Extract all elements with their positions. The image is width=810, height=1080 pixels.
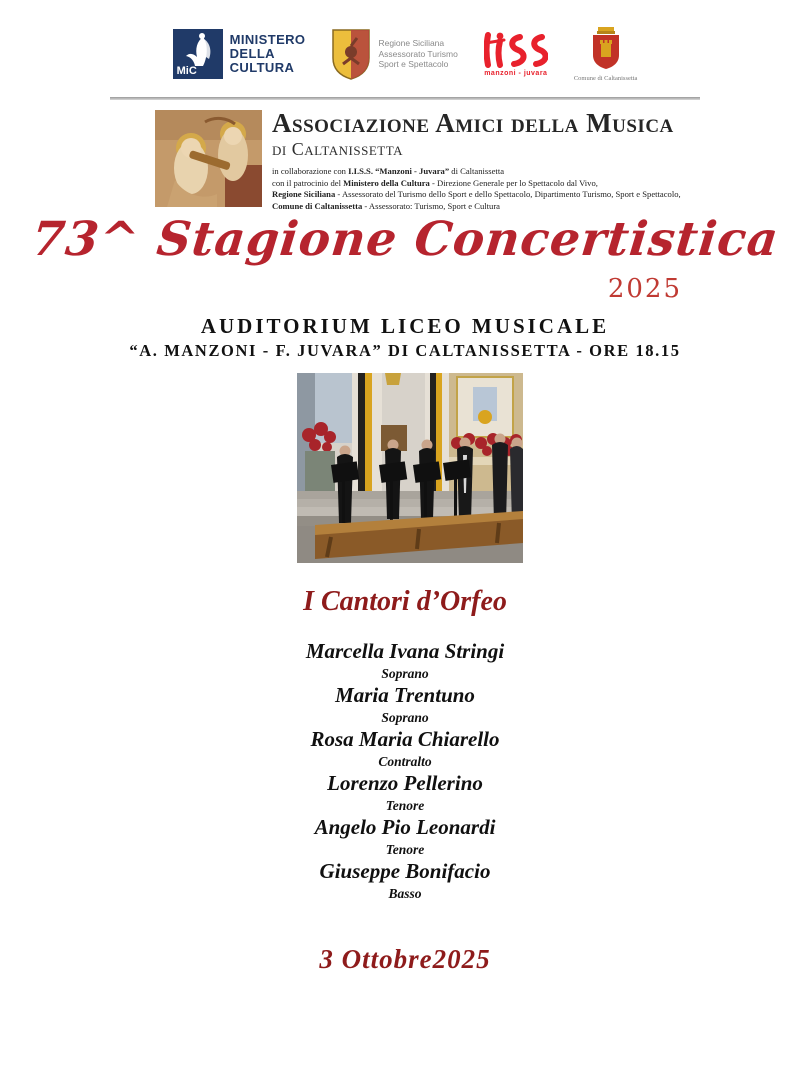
venue-block bbox=[0, 314, 810, 361]
association-name: Associazione Amici della Musica bbox=[272, 108, 674, 138]
mic-logo-icon bbox=[173, 29, 223, 79]
iiss-manzoni-juvara-logo bbox=[484, 31, 548, 77]
credit2-post: - Direzione Generale per lo Spettacolo dal Vivo, bbox=[429, 177, 598, 188]
header-divider bbox=[110, 97, 700, 100]
association-header bbox=[155, 110, 705, 212]
credit4-post: - Assessorato: Turismo, Sport e Cultura bbox=[362, 200, 500, 211]
cultura-line: CULTURA bbox=[229, 60, 295, 75]
association-place: di Caltanissetta bbox=[272, 139, 403, 159]
credit-line-4 bbox=[272, 201, 681, 213]
sicilia-shield-icon bbox=[331, 28, 371, 80]
season-title: 73^ Stagione Concertistica bbox=[28, 212, 782, 267]
ministero-cultura-logo bbox=[173, 29, 306, 79]
credit2-bold: Ministero della Cultura bbox=[343, 177, 430, 188]
credit1-post: di Caltanissetta bbox=[449, 166, 505, 176]
performer-entry bbox=[0, 640, 810, 684]
regione-siciliana-label bbox=[378, 38, 457, 70]
credit3-bold: Regione Siciliana bbox=[272, 189, 336, 199]
performer-name: Marcella Ivana Stringi bbox=[305, 639, 505, 663]
della-line: DELLA bbox=[229, 46, 275, 61]
performer-role: Contralto bbox=[378, 754, 432, 769]
venue-details: “A. MANZONI - F. JUVARA” DI CALTANISSETTA - ORE 18.15 bbox=[129, 341, 681, 360]
partner-logo-strip bbox=[110, 24, 700, 84]
performer-role: Soprano bbox=[381, 710, 429, 725]
performer-entry bbox=[0, 728, 810, 772]
concert-photo bbox=[297, 373, 523, 563]
performer-name: Maria Trentuno bbox=[335, 683, 475, 707]
sport-line: Sport e Spettacolo bbox=[378, 59, 449, 70]
performer-entry bbox=[0, 860, 810, 904]
association-text bbox=[272, 110, 681, 212]
mic-abbr-label: MiC bbox=[176, 65, 197, 77]
credit1-bold: I.I.S.S. “Manzoni - Juvara” bbox=[348, 166, 450, 176]
performer-role: Soprano bbox=[381, 666, 429, 681]
credit-line-3 bbox=[272, 189, 681, 201]
comune-caltanissetta-logo bbox=[574, 27, 638, 82]
performer-role: Tenore bbox=[385, 798, 425, 813]
credit-line-1 bbox=[272, 166, 681, 178]
performer-role: Tenore bbox=[385, 842, 425, 857]
credit1-pre: in collaborazione con bbox=[272, 166, 349, 176]
event-date: 3 Ottobre2025 bbox=[319, 944, 491, 974]
regione-siciliana-logo bbox=[331, 28, 457, 80]
performer-name: Lorenzo Pellerino bbox=[327, 771, 483, 795]
season-title-block bbox=[0, 212, 810, 304]
manzoni-juvara-label: manzoni - juvara bbox=[484, 70, 548, 77]
credit3-post: - Assessorato del Turismo dello Sport e dello Spettacolo, Dipartimento Turismo, Sport e Spettacolo, bbox=[335, 189, 681, 199]
ensemble-name: I Cantori d’Orfeo bbox=[303, 586, 507, 617]
ministero-line: MINISTERO bbox=[229, 32, 306, 47]
performer-entry bbox=[0, 816, 810, 860]
performer-entry bbox=[0, 684, 810, 728]
comune-shield-icon bbox=[588, 27, 624, 73]
credit-line-2 bbox=[272, 178, 681, 190]
comune-caltanissetta-label: Comune di Caltanissetta bbox=[573, 74, 638, 82]
assessorato-line: Assessorato Turismo bbox=[378, 48, 458, 59]
association-credits bbox=[272, 166, 681, 212]
iiss-glyph-icon bbox=[484, 31, 548, 69]
credit4-bold: Comune di Caltanissetta bbox=[272, 200, 363, 211]
venue-name: AUDITORIUM LICEO MUSICALE bbox=[200, 314, 610, 338]
credit2-pre: con il patrocinio del bbox=[272, 177, 344, 188]
regione-line: Regione Siciliana bbox=[378, 38, 445, 49]
performer-role: Basso bbox=[388, 886, 422, 901]
performer-name: Angelo Pio Leonardi bbox=[314, 815, 496, 839]
performer-entry bbox=[0, 772, 810, 816]
ministero-cultura-label bbox=[230, 33, 306, 75]
performers-list bbox=[0, 640, 810, 904]
season-year: 2025 bbox=[607, 274, 682, 304]
performer-name: Rosa Maria Chiarello bbox=[310, 727, 500, 751]
performer-name: Giuseppe Bonifacio bbox=[319, 859, 491, 883]
fresco-image bbox=[155, 110, 262, 207]
